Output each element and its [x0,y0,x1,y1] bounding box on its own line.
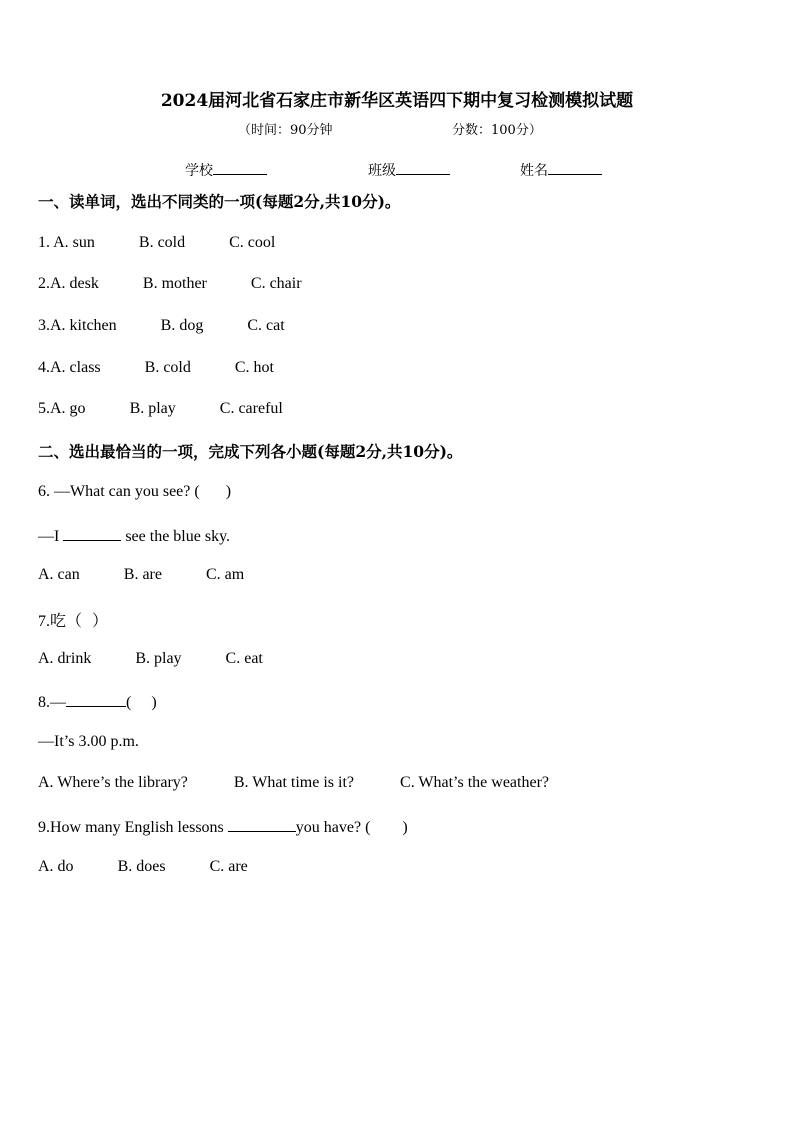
question-8-stem [38,691,157,712]
option-a: A. go [50,400,86,417]
question-6-stem [38,483,231,501]
question-8-line2 [38,733,139,751]
section-1-heading: 一、读单词，选出不同类的一项(每题2分,共10分)。 [38,192,401,211]
option-c: C. chair [250,275,302,292]
exam-time: （时间：90分钟 [238,123,333,138]
question-7-text: 7.吃（ [38,613,83,630]
question-8-close: ) [151,694,157,711]
question-2 [38,275,302,293]
question-7-stem [38,608,108,631]
option-b: B. are [123,566,162,583]
question-8-open: ( [126,694,132,711]
answer-blank[interactable] [66,691,126,707]
question-number: 1. [38,234,54,251]
option-c: C. What’s the weather? [400,774,549,791]
question-7-close: ） [92,613,109,630]
section-2-heading: 二、选出最恰当的一项，完成下列各小题(每题2分,共10分)。 [38,442,463,461]
question-number: 3. [38,317,50,334]
question-6-options [38,566,244,584]
question-3 [38,317,285,335]
question-number: 4. [38,359,50,376]
name-field [520,160,602,180]
question-6-text: 6. —What can you see? ( [38,483,200,500]
answer-blank[interactable] [63,525,121,541]
option-a: A. desk [50,275,99,292]
question-1 [38,234,275,252]
question-8-text: 8.— [38,694,66,711]
option-a: A. drink [38,650,92,667]
name-label: 姓名 [520,163,548,179]
exam-score: 分数：100分） [452,123,542,138]
option-a: A. kitchen [50,317,117,334]
option-c: C. cool [229,234,276,251]
line2-start: —I [38,528,64,545]
option-a: A. sun [53,234,95,251]
line2-text: —It’s 3.00 p.m. [38,733,139,750]
option-c: C. are [209,858,248,875]
class-label: 班级 [368,163,396,179]
question-6-line2 [38,525,230,546]
question-9-text: 9.How many English lessons [38,819,228,836]
option-a: A. class [50,359,101,376]
option-a: A. can [38,566,80,583]
option-c: C. hot [234,359,274,376]
question-4 [38,359,274,377]
question-7-options [38,650,263,668]
school-blank[interactable] [213,160,267,175]
answer-blank[interactable] [228,816,296,832]
exam-title: 2024届河北省石家庄市新华区英语四下期中复习检测模拟试题 [160,91,634,111]
option-b: B. cold [144,359,191,376]
option-c: C. careful [219,400,283,417]
option-b: B. does [117,858,166,875]
class-blank[interactable] [396,160,450,175]
option-a: A. do [38,858,74,875]
class-field [368,160,450,180]
option-b: B. mother [142,275,207,292]
option-c: C. am [205,566,245,583]
option-c: C. cat [247,317,285,334]
line2-end: see the blue sky. [121,528,231,545]
question-5 [38,400,283,418]
question-9-options [38,858,248,876]
question-number: 5. [38,400,50,417]
option-b: B. What time is it? [233,774,355,791]
option-b: B. dog [160,317,204,334]
question-9-close: ) [402,819,408,836]
question-9-stem [38,816,408,837]
option-b: B. play [129,400,176,417]
school-label: 学校 [185,163,213,179]
question-8-options [38,774,549,792]
option-c: C. eat [225,650,263,667]
school-field [185,160,267,180]
option-b: B. play [135,650,182,667]
question-6-close: ) [225,483,232,500]
option-b: B. cold [138,234,186,251]
name-blank[interactable] [548,160,602,175]
option-a: A. Where’s the library? [38,774,188,791]
question-number: 2. [38,275,50,292]
question-9-mid: you have? ( [295,819,371,836]
